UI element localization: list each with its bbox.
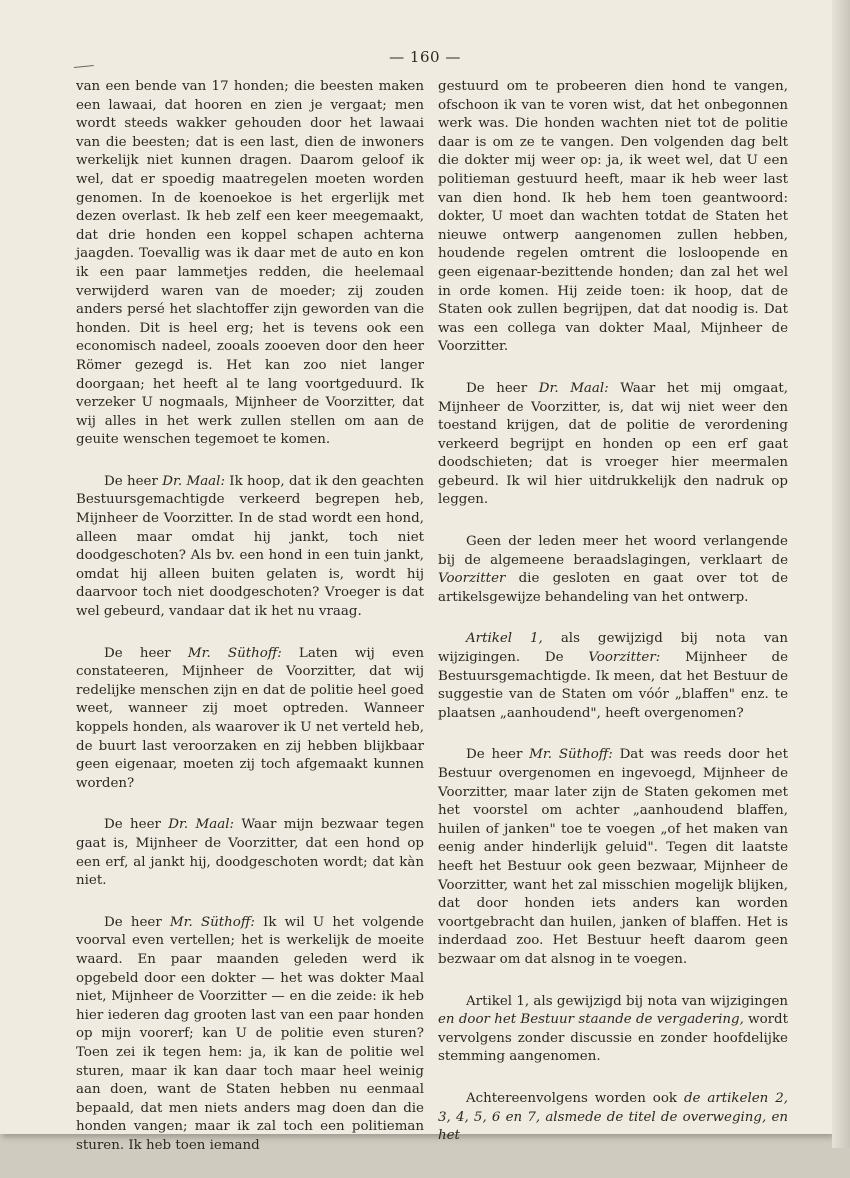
- paragraph: [76, 645, 424, 794]
- speech-text: Waar mijn bezwaar tegen gaat is, Mijnheer de Voorzitter, dat een hond op een erf, al jankt hij, doodgeschoten wordt; dat kàn niet.: [76, 817, 424, 889]
- paragraph: [76, 914, 424, 1156]
- left-column: [76, 78, 424, 1178]
- article-heading: Artikel 1,: [466, 631, 543, 647]
- speaker-name: Dr. Maal:: [168, 817, 235, 833]
- speaker-prefix: De heer: [104, 473, 163, 489]
- speaker-name: Dr. Maal:: [162, 473, 225, 489]
- italic-text: Voorzitter: [438, 571, 506, 587]
- page-number: — 160 —: [389, 48, 461, 66]
- text-part: Artikel 1, als gewijzigd bij nota van wijzigingen: [466, 993, 788, 1009]
- speaker-name: Mr. Süthoff:: [529, 747, 613, 763]
- paragraph: [438, 533, 788, 607]
- speech-text: Ik wil U het volgende voorval even vertellen; het is werkelijk de moeite waard. En paar maanden geleden werd ik opgebeld door een dokter — het was dokter Maal niet, Mijnheer de Voorzitter — en die zeide: ik heb hier iederen dag grooten last van een paar honden op mijn voorerf; kan U de politie even sturen? Toen zei ik tegen hem: ja, ik kan de politie wel sturen, maar ik kan daar toch maar heel weinig aan doen, want de Staten hebben nu eenmaal bepaald, dat men niets anders mag doen dan die honden vangen; maar ik zal toch een politieman sturen. Ik heb toen iemand: [76, 914, 424, 1153]
- italic-text: en door het Bestuur staande de vergadering,: [438, 1012, 744, 1028]
- paragraph: [438, 993, 788, 1067]
- paragraph: gestuurd om te probeeren dien hond te vangen, ofschoon ik van te voren wist, dat het onbegonnen werk was. Die honden wachten niet tot de politie daar is om ze te vangen. Den volgenden dag belt die dokter mij weer op: ja, ik weet wel, dat U een politieman gestuurd heeft, maar ik heb weer last van dien hond. Ik heb hem toen geantwoord: dokter, U moet dan wachten totdat de Staten het nieuwe ontwerp aangenomen zullen hebben, houdende regelen omtrent die losloopende en geen eigenaar-bezittende honden; dan zal het wel in orde komen. Hij zeide toen: ik hoop, dat de Staten ook zullen begrijpen, dat dat noodig is. Dat was een collega van dokter Maal, Mijnheer de Voorzitter.: [438, 79, 788, 355]
- speaker-prefix: De heer: [466, 380, 539, 396]
- text-part: Achtereenvolgens worden ook: [466, 1090, 684, 1106]
- speaker-name: Voorzitter:: [588, 650, 661, 666]
- right-column: [438, 78, 788, 1169]
- paragraph: [438, 746, 788, 969]
- speaker-name: Mr. Süthoff:: [187, 645, 282, 661]
- speaker-name: Dr. Maal:: [538, 380, 609, 396]
- paragraph: [76, 816, 424, 890]
- speech-text: Dat was reeds door het Bestuur overgenomen en ingevoegd, Mijnheer de Voorzitter, maar later zijn de Staten gekomen met het voorstel om achter „aanhoudend blaffen, huilen of janken" toe te voegen „of het maken van eenig ander hinderlijk geluid". Tegen dit laatste heeft het Bestuur ook geen bezwaar, Mijnheer de Voorzitter, want het zal misschien mogelijk blijken, dat door honden iets anders kan worden voortgebracht dan huilen, janken of blaffen. Het is inderdaad zoo. Het Bestuur heeft daarom geen bezwaar om dat alsnog in te voegen.: [438, 747, 788, 967]
- speech-text: Ik hoop, dat ik den geachten Bestuursgemachtigde verkeerd begrepen heb, Mijnheer de Voorzitter. In de stad wordt een hond, alleen maar omdat hij jankt, toch niet doodgeschoten? Als bv. een hond in een tuin jankt, omdat hij alleen buiten gelaten is, wordt hij daarvoor toch niet doodgeschoten? Vroeger is dat wel gebeurd, vandaar dat ik het nu vraag.: [76, 473, 424, 620]
- text-part: die gesloten en gaat over tot de artikelsgewijze behandeling van het ontwerp.: [438, 571, 788, 605]
- paragraph: [438, 380, 788, 510]
- text-part: als gewijzigd bij nota van wijzigingen. De: [438, 631, 788, 666]
- speaker-prefix: De heer: [466, 747, 530, 763]
- italic-text: de artikelen 2, 3, 4, 5, 6 en 7, alsmede de titel de overweging, en het: [438, 1090, 788, 1144]
- paragraph: [438, 630, 788, 723]
- text-part: wordt vervolgens zonder discussie en zonder hoofdelijke stemming aangenomen.: [438, 1012, 789, 1065]
- text-part: Mijnheer de Bestuursgemachtigde. Ik meen, dat het Bestuur de suggestie van de Staten om vóór „blaffen" enz. te plaatsen „aanhoudend", heeft overgenomen?: [438, 650, 789, 721]
- speaker-prefix: De heer: [104, 645, 188, 661]
- paragraph: [438, 1090, 788, 1146]
- speaker-prefix: De heer: [104, 914, 170, 930]
- paragraph: van een bende van 17 honden; die beesten maken een lawaai, dat hooren en zien je vergaat; men wordt steeds wakker gehouden door het lawaai van die beesten; dat is een last, dien de inwoners werkelijk niet kunnen dragen. Daarom geloof ik wel, dat er spoedig maatregelen moeten worden genomen. In de koenoekoe is het ergerlijk met dezen overlast. Ik heb zelf een keer meegemaakt, dat drie honden een koppel schapen achterna jaagden. Toevallig was ik daar met de auto en kon ik een paar lammetjes redden, die heelemaal verwijderd waren van de moeder; zij zouden anders persé het slachtoffer zijn geworden van die honden. Dit is heel erg; het is tevens ook een economisch nadeel, zooals zooeven door den heer Römer gezegd is. Het kan zoo niet langer doorgaan; het heeft al te lang voortgeduurd. Ik verzeker U nogmaals, Mijnheer de Voorzitter, dat wij alles in het werk zullen stellen om aan de geuite wenschen tegemoet te komen.: [76, 79, 424, 448]
- speaker-name: Mr. Süthoff:: [169, 914, 255, 930]
- text-part: Geen der leden meer het woord verlangende bij de algemeene beraadslagingen, verklaart de: [438, 534, 788, 568]
- speech-text: Waar het mij omgaat, Mijnheer de Voorzitter, is, dat wij niet weer den toestand krijgen, dat de politie de verordening verkeerd begrijpt en honden op een erf gaat doodschieten; dat is vroeger hier meermalen gebeurd. Ik wil hier uitdrukkelijk den nadruk op leggen.: [438, 380, 788, 508]
- paragraph: [76, 473, 424, 622]
- speech-text: Laten wij even constateeren, Mijnheer de Voorzitter, dat wij redelijke menschen zijn en dat de politie heel goed weet, wanneer zij moet optreden. Wanneer koppels honden, als waarover ik U net verteld heb, de buurt last veroorzaken en zij hebben blijkbaar geen eigenaar, moeten zij toch afgemaakt kunnen worden?: [76, 645, 424, 791]
- speaker-prefix: De heer: [104, 817, 169, 833]
- page-edge: [832, 0, 850, 1148]
